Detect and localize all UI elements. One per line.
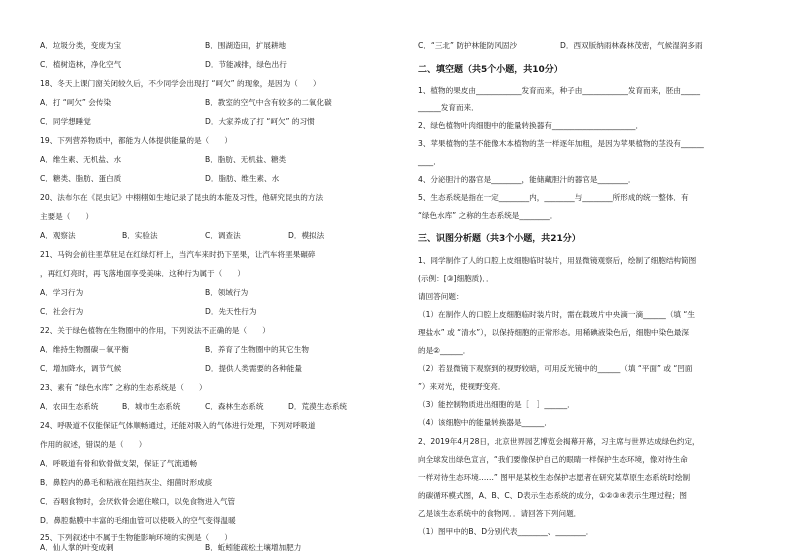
diagram-line: 请回答问题： xyxy=(418,292,464,301)
diagram-line: 理盐水” 或 “清水”），以保持细胞的正常形态。用稀碘液染色后，细胞中染色最深 xyxy=(418,328,690,337)
question-18: 18、冬天上课门窗关闭较久后，不少同学会出现打 “呵欠” 的现象，是因为（ ） xyxy=(40,79,321,88)
option-d: D．脂肪、维生素、水 xyxy=(205,174,280,183)
question-24: 24、呼吸道不仅能保证气体顺畅通过，还能对吸入的气体进行处理，下列对呼吸道 xyxy=(40,421,316,430)
option-d: D．荒漠生态系统 xyxy=(288,402,348,411)
option-b: B．城市生态系统 xyxy=(122,402,181,411)
option-b: B．围湖造田，扩展耕地 xyxy=(205,41,287,50)
option-d: D．西双版纳雨林森林茂密，气候湿润多雨 xyxy=(560,41,703,50)
question-24-cont: 作用的叙述，错误的是（ ） xyxy=(40,440,147,449)
option-b: B．实验法 xyxy=(122,231,158,240)
option-b: B．教室的空气中含有较多的二氧化碳 xyxy=(205,98,332,107)
option-c: C．同学想睡觉 xyxy=(40,117,91,126)
option-a: A．维生素、无机盐、水 xyxy=(40,155,122,164)
diagram-line: （1）图甲中的B、D分别代表________、________． xyxy=(418,527,594,536)
option-d: D．大家养成了打 “呵欠” 的习惯 xyxy=(205,117,315,126)
fill-line: ______发育而来． xyxy=(418,103,479,112)
option-b: B．蚯蚓能疏松土壤增加肥力 xyxy=(205,543,302,552)
fill-line: 1、植物的果皮由____________发育而来，种子由____________发育而来，胚由_____ xyxy=(418,86,701,95)
fill-line: ____． xyxy=(418,157,441,166)
diagram-line: （1）在制作人的口腔上皮细胞临时装片时，需在载玻片中央滴一滴______（填 “生 xyxy=(418,310,695,319)
option-c: C．“三北” 防护林能防风固沙 xyxy=(418,41,518,50)
diagram-line: 2、2019年4月28日，北京世界园艺博览会揭幕开幕，习主席与世界达成绿色约定， xyxy=(418,437,700,446)
option-c: C．植树造林，净化空气 xyxy=(40,60,122,69)
option-c: C．森林生态系统 xyxy=(205,402,264,411)
question-20-cont: 主要是（ ） xyxy=(40,212,94,221)
option-a: A．垃圾分类，变废为宝 xyxy=(40,41,122,50)
option-c: C．调查法 xyxy=(205,231,241,240)
diagram-line: 的碳循环模式图，A、B、C、D表示生态系统的成分，①②③④表示生理过程；图 xyxy=(418,491,687,500)
section-heading-diagram: 三、识图分析题（共3个小题，共21分） xyxy=(418,234,581,244)
fill-line: 2、绿色植物叶肉细胞中的能量转换器有______________________． xyxy=(418,121,644,130)
fill-line: “绿色水库” 之称的生态系统是________． xyxy=(418,211,558,220)
option-a: A．维持生物圈碳－氧平衡 xyxy=(40,345,129,354)
option-a: A．观察法 xyxy=(40,231,76,240)
diagram-line: (示例：[③]细胞质)．． xyxy=(418,274,494,283)
fill-line: 5、生态系统是指在一定________内，________与________所形成的统一整体．有 xyxy=(418,193,689,202)
option-c: C．增加降水，调节气候 xyxy=(40,364,122,373)
option-d: D．提供人类需要的各种能量 xyxy=(205,364,302,373)
fill-line: 3、苹果植物的茎不能像木本植物的茎一样逐年加粗，是因为苹果植物的茎没有______ xyxy=(418,139,704,148)
diagram-line: 一样对待生态环境……” 图甲是某校生态保护志愿者在研究某草原生态系统时绘制 xyxy=(418,473,691,482)
option-a: A．农田生态系统 xyxy=(40,402,99,411)
question-20: 20、法布尔在《昆虫记》中栩栩如生地记录了昆虫的本能及习性，他研究昆虫的方法 xyxy=(40,193,324,202)
question-21-cont: ，再红灯亮时，再飞落地面享受美味．这种行为属于（ ） xyxy=(40,269,246,278)
question-23: 23、素有 “绿色水库” 之称的生态系统是（ ） xyxy=(40,383,207,392)
option-a: A．仙人掌的叶变成刺 xyxy=(40,543,114,552)
diagram-line: （3）能控制物质进出细胞的是［ ］______． xyxy=(418,400,575,409)
option-d: D．先天性行为 xyxy=(205,307,257,316)
question-21: 21、马钩会前往垩草驻足在红绿灯杆上，当汽车来时扔下垩果，让汽车将垩果碾碎 xyxy=(40,250,316,259)
option-b: B．领域行为 xyxy=(205,288,249,297)
question-19: 19、下列营养物质中，都能为人体提供能量的是（ ） xyxy=(40,136,232,145)
option-d: D．节能减排，绿色出行 xyxy=(205,60,287,69)
option-c: C．糖类、脂肪、蛋白质 xyxy=(40,174,122,183)
option-a: A．打 “呵欠” 会传染 xyxy=(40,98,112,107)
option-d: D．模拟法 xyxy=(288,231,325,240)
option-c: C．社会行为 xyxy=(40,307,84,316)
option-d: D．鼻腔黏膜中丰富的毛细血管可以使吸入的空气变得温暖 xyxy=(40,516,236,525)
option-a: A．学习行为 xyxy=(40,288,84,297)
option-b: B．脂肪、无机盐、糖类 xyxy=(205,155,287,164)
diagram-line: 1、同学制作了人的口腔上皮细胞临时装片，用显微镜观察后，绘制了细胞结构简图 xyxy=(418,256,697,265)
diagram-line: 的是②______． xyxy=(418,346,471,355)
option-a: A．呼吸道有骨和软骨做支架，保证了气流通畅 xyxy=(40,459,198,468)
diagram-line: ”）来对光，使视野变亮． xyxy=(418,382,506,391)
diagram-line: （2）若显微镜下观察到的视野较暗，可用反光镜中的______（填 “平面” 或 “凹面 xyxy=(418,364,693,373)
section-heading-fill-in: 二、填空题（共5个小题，共10分） xyxy=(418,65,563,75)
option-b: B．鼻腔内的鼻毛和粘液在阻挡灰尘、细菌时形成痰 xyxy=(40,478,213,487)
question-25: 25、下列叙述中不属于生物能影响环境的实例是（ ） xyxy=(40,533,232,542)
question-22: 22、关于绿色植物在生物圈中的作用，下列说法不正确的是（ ） xyxy=(40,326,270,335)
fill-line: 4、分泌胆汁的器官是________，能储藏胆汁的器官是________． xyxy=(418,175,636,184)
diagram-line: （4）该细胞中的能量转换器是______． xyxy=(418,418,552,427)
option-c: C．吞咽食物时，会厌软骨会遮住喉口，以免食物进入气管 xyxy=(40,497,236,506)
diagram-line: 向全球发出绿色宣言，“我们要像保护自己的眼睛一样保护生态环境，像对待生命 xyxy=(418,455,688,464)
option-b: B．养育了生物圈中的其它生物 xyxy=(205,345,309,354)
diagram-line: 乙是该生态系统中的食物网．．请回答下列问题． xyxy=(418,509,582,518)
